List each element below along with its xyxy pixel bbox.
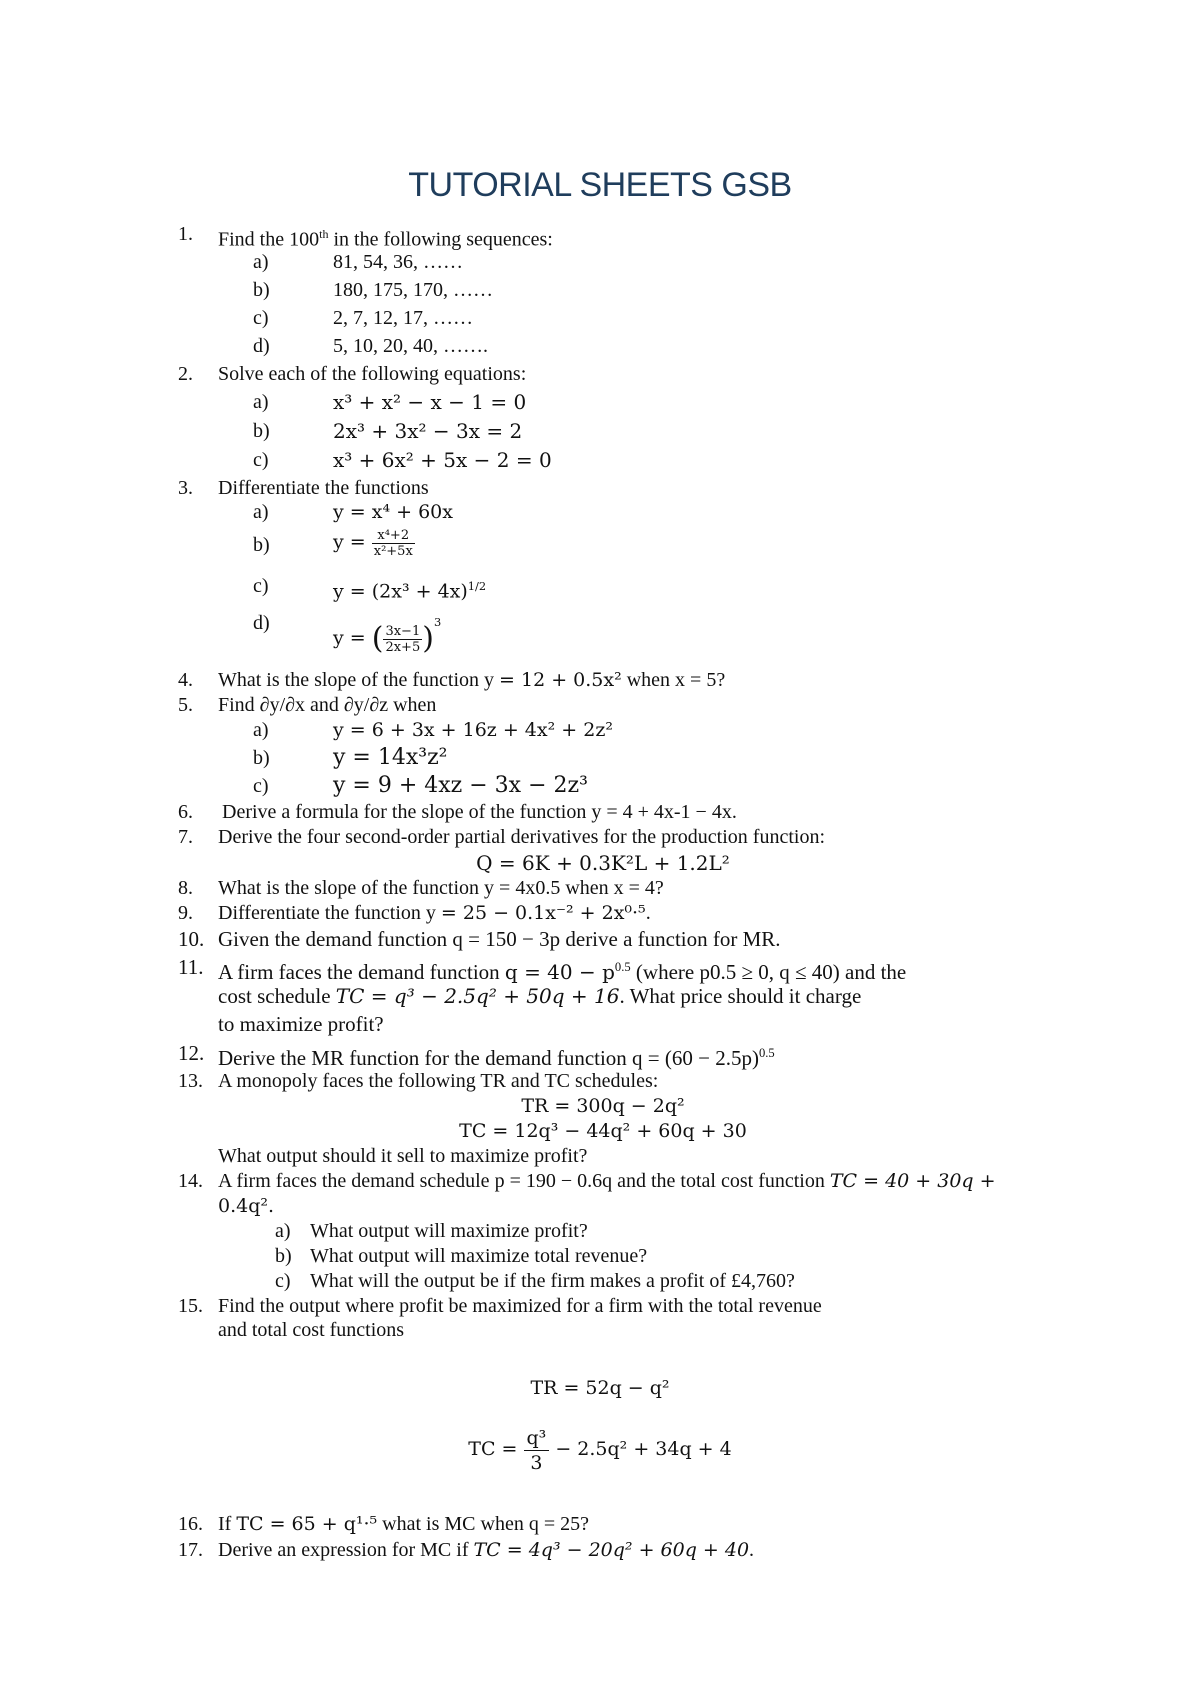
question-text: What is the slope of the function y = 12 + 0.5x² when x = 5?: [218, 669, 726, 691]
question-number: 8.: [178, 877, 193, 899]
question-text: What is the slope of the function y = 4x0.5 when x = 4?: [218, 877, 664, 899]
item-label: c): [253, 775, 269, 797]
question-text: A firm faces the demand function $q = 40 - p^{0.5}$ (where p0.5 ≥ 0, q ≤ 40) and the: [218, 960, 907, 984]
tr-function: TR = 52q − q²: [530, 1377, 670, 1399]
function: y = 14x³z²: [333, 745, 448, 770]
equation: 2x³ + 3x² − 3x = 2: [333, 419, 523, 443]
question-number: 3.: [178, 477, 193, 499]
function: $y = (2x^3 + 4x)^{1/2}$: [333, 579, 487, 603]
item-label: c): [253, 575, 269, 597]
tc-function: TC = $\frac{\text{q³}}{3}$ − 2.5q² + 34q + 4: [468, 1426, 732, 1474]
item-label: b): [253, 279, 270, 301]
question-number: 14.: [178, 1170, 203, 1192]
question-text: Find the output where profit be maximized for a firm with the total revenue: [218, 1295, 822, 1317]
item-text: 180, 175, 170, ……: [333, 279, 493, 301]
equation: x³ + 6x² + 5x − 2 = 0: [333, 448, 552, 472]
question-number: 2.: [178, 363, 193, 385]
function: y = ( $\frac{3x-1}{2x+5}$ )$^3$: [333, 615, 442, 656]
question-text-cont: What output should it sell to maximize profit?: [218, 1145, 588, 1167]
item-label: a): [253, 719, 269, 741]
tc-schedule: TC = 12q³ − 44q² + 60q + 30: [459, 1120, 747, 1142]
question-text: Differentiate the functions: [218, 477, 429, 499]
question-number: 11.: [178, 955, 204, 979]
question-text: Derive a formula for the slope of the function y = 4 + 4x-1 − 4x.: [222, 801, 737, 823]
question-number: 13.: [178, 1070, 203, 1092]
item-label: b): [253, 747, 270, 769]
item-label: d): [253, 335, 270, 357]
question-text: Solve each of the following equations:: [218, 363, 527, 385]
question-number: 16.: [178, 1513, 203, 1535]
item-text: What output will maximize total revenue?: [310, 1245, 648, 1267]
item-text: 81, 54, 36, ……: [333, 251, 463, 273]
item-label: c): [275, 1270, 291, 1292]
question-number: 12.: [178, 1041, 205, 1065]
item-text: What output will maximize profit?: [310, 1220, 588, 1242]
question-text-cont: cost schedule TC = q³ − 2.5q² + 50q + 16. What price should it charge: [218, 984, 862, 1008]
item-label: a): [253, 391, 269, 413]
page-title: TUTORIAL SHEETS GSB: [408, 166, 792, 204]
question-number: 1.: [178, 223, 193, 245]
question-number: 6.: [178, 801, 193, 823]
item-label: b): [275, 1245, 292, 1267]
item-label: d): [253, 612, 270, 634]
function: y = x⁴ + 60x: [333, 501, 453, 523]
equation: x³ + x² − x − 1 = 0: [333, 390, 527, 414]
production-function: Q = 6K + 0.3K²L + 1.2L²: [476, 851, 730, 875]
item-text: 2, 7, 12, 17, ……: [333, 307, 473, 329]
function: y = 6 + 3x + 16z + 4x² + 2z²: [333, 719, 613, 741]
question-number: 10.: [178, 927, 205, 951]
item-text: 5, 10, 20, 40, …….: [333, 335, 488, 357]
question-text-cont: 0.4q².: [218, 1195, 275, 1217]
question-text: Find ∂y/∂x and ∂y/∂z when: [218, 694, 437, 716]
item-label: b): [253, 534, 270, 556]
question-number: 15.: [178, 1295, 203, 1317]
item-text: What will the output be if the firm makes a profit of £4,760?: [310, 1270, 795, 1292]
question-text: Differentiate the function y = 25 − 0.1x⁻² + 2x⁰·⁵.: [218, 902, 651, 924]
question-number: 5.: [178, 694, 193, 716]
item-label: a): [275, 1220, 291, 1242]
function: y = 9 + 4xz − 3x − 2z³: [333, 773, 588, 798]
item-label: b): [253, 420, 270, 442]
item-label: c): [253, 449, 269, 471]
question-text: If TC = 65 + q¹·⁵ what is MC when q = 25?: [218, 1513, 589, 1535]
question-text: Derive the four second-order partial derivatives for the production function:: [218, 826, 826, 848]
question-text-cont: and total cost functions: [218, 1319, 405, 1341]
function: y = $\frac{\text{x⁴+2}}{\text{x²+5x}}$: [333, 527, 413, 559]
item-label: c): [253, 307, 269, 329]
item-label: a): [253, 501, 269, 523]
tr-schedule: TR = 300q − 2q²: [521, 1095, 685, 1117]
question-text: A firm faces the demand schedule p = 190 − 0.6q and the total cost function TC = 40 + 30q +: [218, 1170, 996, 1192]
question-number: 4.: [178, 669, 193, 691]
question-number: 7.: [178, 826, 193, 848]
question-text-cont: to maximize profit?: [218, 1012, 384, 1036]
question-text: Given the demand function q = 150 − 3p derive a function for MR.: [218, 927, 781, 951]
question-text: Derive the MR function for the demand function $q = (60 - 2.5p)^{0.5}$: [218, 1046, 775, 1070]
question-number: 17.: [178, 1539, 203, 1561]
item-label: a): [253, 251, 269, 273]
question-text: Derive an expression for MC if TC = 4q³ − 20q² + 60q + 40.: [218, 1539, 755, 1561]
question-text: A monopoly faces the following TR and TC schedules:: [218, 1070, 659, 1092]
question-number: 9.: [178, 902, 193, 924]
question-text: Find the 100th in the following sequences:: [218, 227, 553, 251]
